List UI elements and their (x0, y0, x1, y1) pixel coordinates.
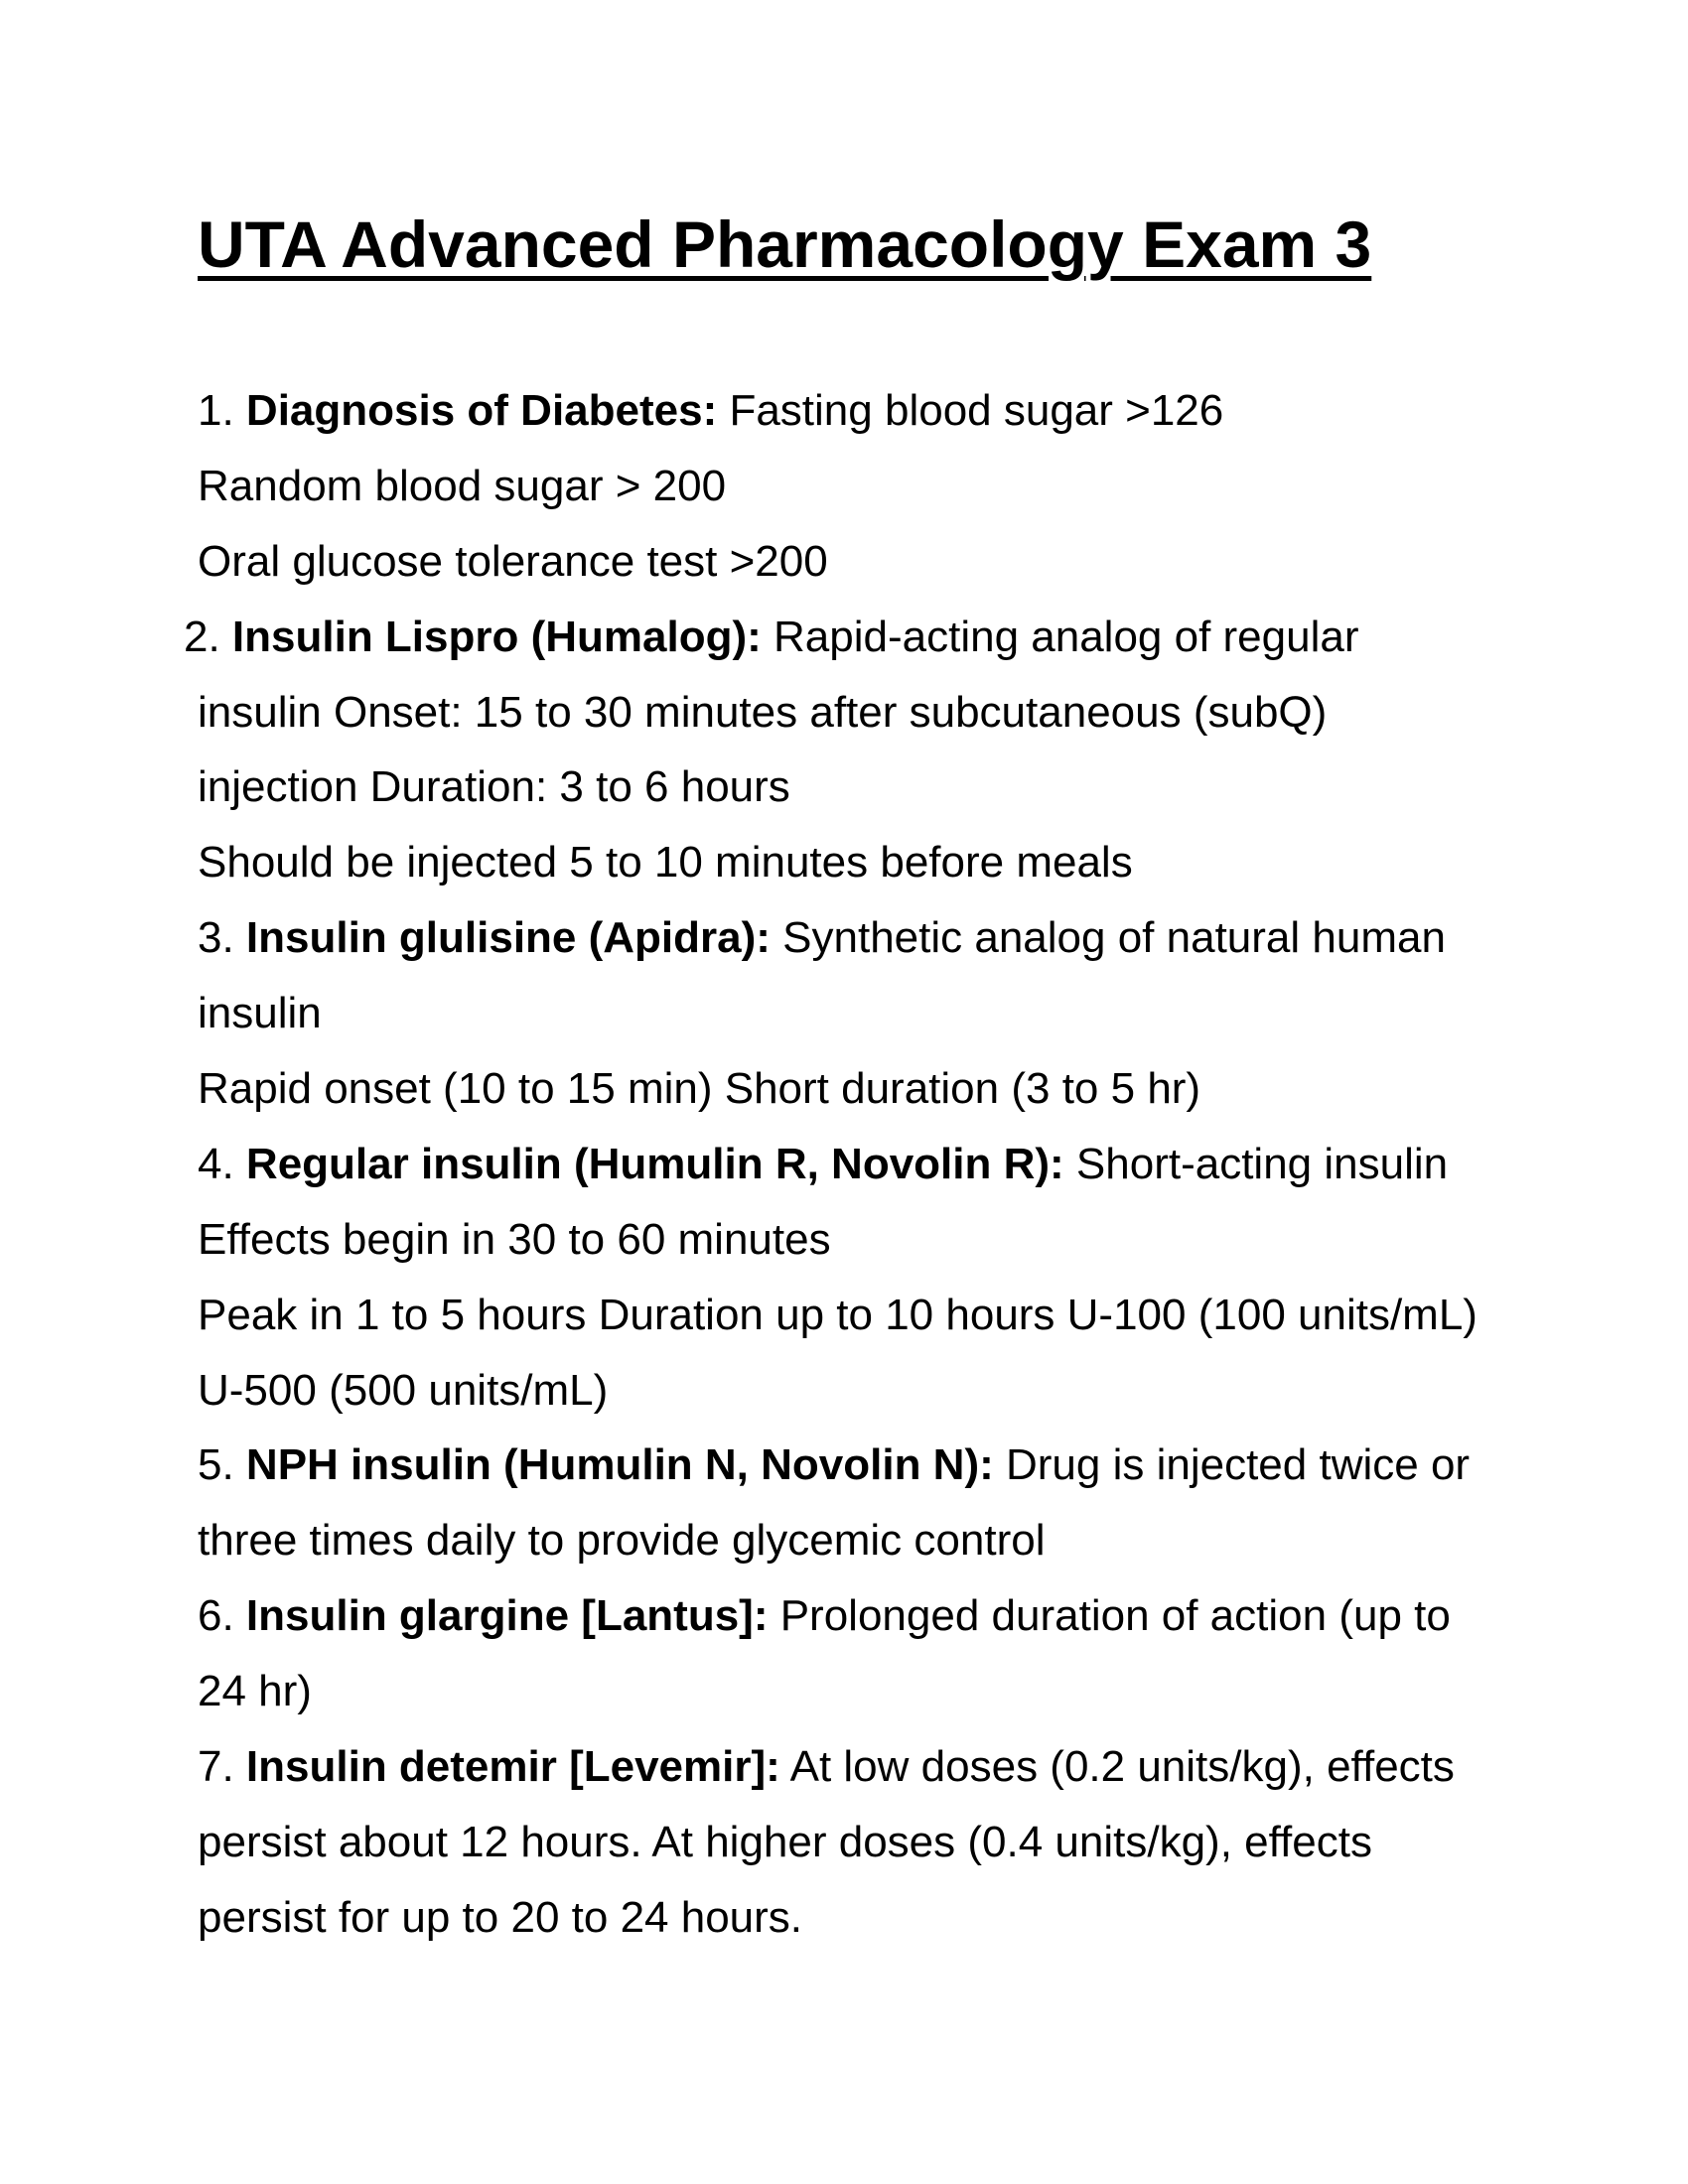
item-number: 5. (198, 1440, 246, 1490)
text-line (198, 1503, 1477, 1578)
text-line (198, 1353, 1477, 1429)
item-text: Fasting blood sugar >126 (717, 386, 1224, 435)
item-number: 3. (198, 913, 246, 963)
text-line (198, 1880, 1477, 1956)
item-text: Rapid onset (10 to 15 min) Short duration (3 to 5 hr) (198, 1064, 1201, 1114)
item-text: three times daily to provide glycemic control (198, 1516, 1046, 1566)
text-line (184, 600, 1477, 675)
text-line (198, 1127, 1477, 1202)
item-heading: Diagnosis of Diabetes: (245, 386, 718, 435)
item-text: insulin (198, 989, 322, 1038)
item-number: 6. (198, 1591, 246, 1641)
text-line (198, 524, 1477, 600)
text-line (198, 1729, 1477, 1805)
text-line (198, 825, 1477, 900)
item-text: Short-acting insulin (1063, 1139, 1449, 1188)
text-line (198, 1578, 1477, 1654)
text-line (198, 1278, 1477, 1353)
item-text: Random blood sugar > 200 (198, 461, 727, 510)
item-number: 4. (198, 1139, 246, 1188)
text-line (198, 976, 1477, 1051)
text-line (198, 373, 1477, 449)
text-line (198, 449, 1477, 524)
item-text: 24 hr) (198, 1667, 312, 1716)
item-heading: Insulin glulisine (Apidra): (245, 913, 771, 963)
item-text: Rapid-acting analog of regular (761, 612, 1359, 661)
item-text: Prolonged duration of action (up to (768, 1591, 1451, 1641)
text-line (198, 900, 1477, 976)
item-text: Synthetic analog of natural human (770, 913, 1446, 963)
document-body (184, 373, 1477, 1956)
item-text: At low doses (0.2 units/kg), effects (779, 1742, 1455, 1792)
item-text: U-500 (500 units/mL) (198, 1365, 609, 1415)
text-line (198, 750, 1477, 825)
item-heading: NPH insulin (Humulin N, Novolin N): (245, 1440, 994, 1490)
item-heading: Regular insulin (Humulin R, Novolin R): (245, 1139, 1064, 1188)
item-number: 1. (198, 386, 246, 435)
item-text: Effects begin in 30 to 60 minutes (198, 1214, 831, 1264)
item-text: persist for up to 20 to 24 hours. (198, 1892, 803, 1942)
item-text: Should be injected 5 to 10 minutes before meals (198, 838, 1133, 887)
item-text: Drug is injected twice or (993, 1440, 1471, 1490)
item-number: 7. (198, 1742, 246, 1792)
item-text: Oral glucose tolerance test >200 (198, 536, 828, 586)
text-line (198, 675, 1477, 751)
document-title: UTA Advanced Pharmacology Exam 3 (198, 207, 1372, 281)
text-line (198, 1654, 1477, 1729)
item-text: insulin Onset: 15 to 30 minutes after subcutaneous (subQ) (198, 687, 1328, 737)
item-text: injection Duration: 3 to 6 hours (198, 762, 790, 812)
item-number: 2. (184, 612, 232, 661)
item-heading: Insulin glargine [Lantus]: (245, 1591, 769, 1641)
item-text: persist about 12 hours. At higher doses (0.4 units/kg), effects (198, 1817, 1372, 1866)
item-heading: Insulin detemir [Levemir]: (245, 1742, 780, 1792)
text-line (198, 1051, 1477, 1127)
text-line (198, 1805, 1477, 1880)
item-heading: Insulin Lispro (Humalog): (231, 612, 762, 661)
text-line (198, 1202, 1477, 1278)
item-text: Peak in 1 to 5 hours Duration up to 10 hours U-100 (100 units/mL) (198, 1290, 1477, 1339)
text-line (198, 1428, 1477, 1503)
